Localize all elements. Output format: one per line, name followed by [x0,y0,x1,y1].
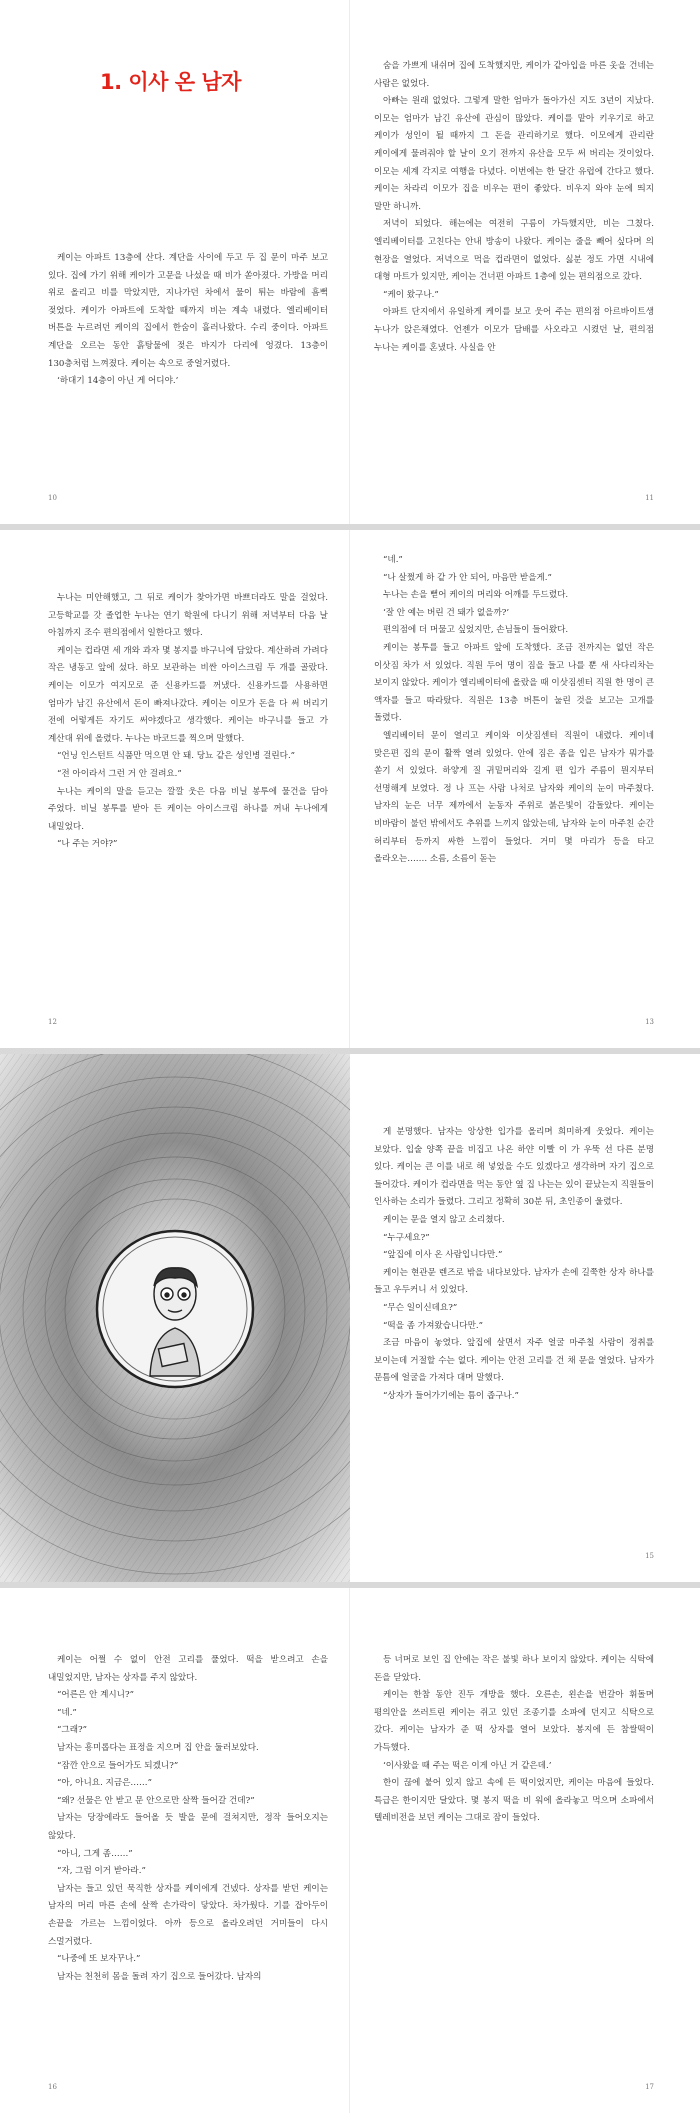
paragraph: ‘이사왔을 때 주는 떡은 이게 아닌 거 같은데.’ [383,1760,552,1771]
paragraph: “아니, 그게 좀……” [57,1848,133,1859]
paragraph: 한이 끊에 붙어 있지 않고 속에 든 떡이었지만, 케이는 마음에 들었다. 특급은 한이지만 달았다. 몇 봉지 떡을 비 워에 올라놓고 먹으며 소파에서 텔레비전을 보던 케이는 그대로 잠이 들었다. [374,1778,654,1824]
paragraph: ‘하대기 14층이 아닌 게 어디야.’ [57,376,179,387]
paragraph: “어른은 안 계시니?” [57,1690,134,1701]
page-11 [350,0,700,524]
page-text [48,590,328,854]
illustration-svg [0,1054,350,1582]
page-16 [0,1588,350,2113]
paragraph: “그래?” [57,1725,87,1736]
page-text [374,1124,654,1406]
paragraph: 엘리베이터 문이 열리고 케이와 이삿짐센터 직원이 내렸다. 케이네 맞은편 집의 문이 활짝 열려 있었다. 안에 짐은 좀을 입은 남자가 뭐가를 쏟기 서 있었다. 하얗게 질 귀밑머리와 길게 편 입가 주름이 뭔지부터 선명해게 보였다. 정 나 프는 사람 나처로 남자와 케이의 눈이 마주쳤다. 남자의 눈은 너무 제까에서 눈동자 주위로 붉은빛이 감돌았다. 케이는 비바람이 불던 밖에서도 추위를 느끼지 않았는데, 남자와 눈이 마주친 순간 허리부터 등까지 싸한 느낌이 들었다. 거미 몇 마리가 등을 타고 올라오는……. 소름, 소름이 돋는 [374,730,654,865]
page-17 [350,1588,700,2113]
chapter-title: 1. 이사 온 남자 [100,70,241,94]
paragraph: 케이는 한참 동안 진두 개방을 했다. 오른손, 왼손을 번갈아 휘돌며 평의안을 쓰러트린 케이는 쥐고 있던 조종기를 소파에 던지고 식탁으로 갔다. 케이는 남자가 준 떡 상자를 열어 보았다. 봉지에 든 참쌀떡이 가득했다. [374,1690,654,1753]
page-text [374,1652,654,1828]
paragraph: 케이는 아파트 13층에 산다. 계단을 사이에 두고 두 집 문이 마주 보고 있다. 집에 가기 위해 케이가 고문을 나섰을 때 비가 쏟아졌다. 가방을 머리 위로 올리고 비를 막았지만, 지나가던 차에서 물이 튀는 바람에 흠뻑 젖었다. 케이가 아파트에 도착할 때까지 비는 계속 내렸다. 엘리베이터 버튼을 누르려던 케이의 집에서 한숨이 흘러나왔다. 수리 중이다. 아파트 계단을 오르는 동안 흙탕물에 젖은 바지가 다리에 엉겼다. 13층이 130층처럼 느껴졌다. 케이는 속으로 중얼거렸다. [48,253,328,369]
page-text [374,552,654,869]
paragraph: 남자는 흥미롭다는 표정을 지으며 집 안을 둘러보았다. [57,1742,259,1753]
paragraph: 남자는 천천히 몸을 돌려 자기 집으로 들어갔다. 남자의 [57,1971,262,1982]
paragraph: 케이는 문을 열지 않고 소리쳤다. [383,1214,505,1225]
paragraph: “상자가 들어가기에는 틈이 좁구나.” [383,1390,519,1401]
paragraph: “나중에 또 보자꾸나.” [57,1954,141,1965]
page-text [48,250,328,391]
paragraph: “나 살쩠게 하 같 가 안 되어, 마음만 받을게.” [383,572,552,583]
page-13 [350,530,700,1048]
page-number: 15 [645,1552,654,1560]
page-text [48,1652,328,1986]
spread-3 [0,1054,700,1582]
spread-4 [0,1588,700,2113]
paragraph: “아, 아니요. 지금은……” [57,1778,153,1789]
paragraph: 아빠는 원래 없었다. 그렇게 말한 엄마가 돌아가신 지도 3년이 지났다. 이모는 엄마가 남긴 유산에 관심이 많았다. 케이를 맡아 키우기로 하고 케이가 성인이 될 때까지 그 돈을 관리하기로 했다. 이모에게 관리란 케이에게 물려줘야 할 날이 오기 전까지 유산을 모두 써 버리는 것이었다. 이모는 세계 각지로 여행을 다녔다. 이번에는 한 달간 유럽에 간다고 했다. 케이는 차라리 이모가 집을 비우는 편이 좋았다. 비우지 와야 눈에 띄지 말만 하니까. [374,96,654,212]
spread-1 [0,0,700,524]
paragraph: “나 주는 거야?” [57,839,118,850]
page-12 [0,530,350,1048]
spread-2 [0,530,700,1048]
page-number: 11 [645,494,654,502]
paragraph: “네.” [383,555,403,565]
paragraph: 케이는 봉투를 들고 아파트 앞에 도착했다. 조금 전까지는 없던 작은 이삿짐 차가 서 있었다. 직원 두어 명이 짐을 들고 나를 뿐 새 사다리차는 보이지 않았다. 케이가 엘리베이터에 올랐을 때 이삿짐센터 직원 한 명이 큰 액자를 들고 따라탔다. 직원은 13층 버튼이 눌린 것을 보고는 고개를 돌렸다. [374,642,654,724]
paragraph: 숨을 가쁘게 내쉬며 집에 도착했지만, 케이가 같아입을 마른 옷을 건네는 사람은 없었다. [374,61,654,89]
paragraph: 케이는 컵라면 세 개와 과자 몇 봉지를 바구니에 담았다. 계산하려 가려다 작은 냉동고 앞에 섰다. 하모 보관하는 비싼 아이스크림 두 개를 골랐다. 케이는 이모가 여지모로 준 신용카드를 꺼냈다. 신용카드를 사용하면 엄마가 남긴 유산에서 돈이 빠져나갔다. 케이는 이모가 돈을 다 써 버리기 전에 어렇게든 자기도 써야겠다고 생각했다. 케이는 바구니를 들고 가 계산대 위에 올렸다. 누나는 바코드를 찍으며 말했다. [48,645,328,744]
paragraph: 누나는 손을 뻗어 케이의 머리와 어깨를 두드렸다. [383,590,569,601]
paragraph: 남자는 당장에라도 들어올 듯 발을 문에 걸쳐지만, 정작 들어오지는 않았다. [48,1813,328,1841]
paragraph: 누나는 케이의 말을 듣고는 깔깔 웃은 다음 비닐 봉투에 물건을 담아 주었다. 비닐 봉투를 받아 든 케이는 아이스크림 하나를 꺼내 누나에게 내밀었다. [48,786,328,832]
paragraph: “누구세요?” [383,1232,430,1243]
paragraph: 남자는 들고 있던 묵직한 상자를 케이에게 건넸다. 상자를 받던 케이는 남자의 머리 마른 손에 살짝 손가락이 닿았다. 차가웠다. 기를 잡아두이 손끝을 가르는 느낌이었다. 아까 등으로 올라오려던 거미들이 다시 스멀거렸다. [48,1883,328,1947]
paragraph: “왜? 선물은 안 받고 문 안으로만 살짝 들어갈 건데?” [57,1795,255,1806]
page-number: 12 [48,1018,57,1026]
page-10 [0,0,350,524]
paragraph: 등 너머로 보인 집 안에는 작은 불빛 하나 보이지 않았다. 케이는 식탁에 돈을 닫았다. [374,1655,654,1683]
paragraph: “무슨 일이신데요?” [383,1302,458,1313]
paragraph: “떡을 좀 가져왔습니다만.” [383,1320,483,1331]
paragraph: “케이 왔구나.” [383,289,439,300]
paragraph: 저녁이 되었다. 해는에는 여전히 구름이 가득했지만, 비는 그쳤다. 엘리베이터를 고친다는 안내 방송이 나왔다. 케이는 줄을 빼어 싶다며 의 현장을 열었다. 저녁으로 먹을 컵라면이 없었다. 싫분 정도 가면 시내에 대형 마트가 있지만, 케이는 건너편 아파트 1층에 있는 편의점으로 갔다. [374,219,654,283]
paragraph: 게 분명했다. 남자는 앙상한 입가를 올리며 희미하게 웃었다. 케이는 보았다. 입술 양쪽 끝을 비집고 나온 하얀 이빨 이 가 우뚝 선 다른 분명 있다. 케이는 큰 이를 내로 해 넣었을 수도 있겠다고 생각하며 자기 집으로 들어갔다. 케이가 컵라면을 먹는 동안 옆 집 나는는 있이 끝났는지 직원들이 인사하는 소리가 들렸다. 그리고 정확히 30분 뒤, 초인종이 울렸다. [374,1127,654,1208]
paragraph: “언닝 인스턴트 식품만 먹으면 안 돼. 당뇨 같은 성인병 걸린다.” [57,751,296,762]
paragraph: “잠깐 안으로 들어가도 되겠니?” [57,1760,179,1771]
page-number: 17 [645,2083,654,2091]
paragraph: “자, 그럼 이거 받아라.” [57,1866,146,1877]
boy-in-manhole-illustration [0,1054,350,1582]
paragraph: “앞집에 이사 온 사람입니다만.” [383,1250,503,1261]
page-15 [350,1054,700,1582]
page-text [374,58,654,357]
paragraph: 누나는 미안해했고, 그 뒤로 케이가 찾아가면 바쁘더라도 말을 걸었다. 고등학교를 갓 졸업한 누나는 연기 학원에 다니기 위해 저녁부터 다음 날 아침까지 조수 편의점에서 일한다고 했다. [48,593,328,639]
paragraph: 케이는 어쩔 수 없이 안전 고리를 풀었다. 떡을 받으려고 손을 내밀었지만, 남자는 상자를 주지 않았다. [48,1655,328,1683]
paragraph: 조금 마음이 놓였다. 앞집에 살면서 자주 얼굴 마주칠 사람이 정취를 보이는데 거절할 수는 없다. 케이는 안전 고리를 건 채 문을 열었다. 남자가 문틈에 얼굴을 가져다 대며 말했다. [374,1338,654,1384]
paragraph: 케이는 현관문 렌즈로 밖을 내다보았다. 남자가 손에 길쭉한 상자 하나를 들고 우두커니 서 있었다. [374,1267,654,1296]
paragraph: 편의점에 더 머물고 싶었지만, 손님들이 들어왔다. [383,625,569,636]
paragraph: ‘잘 안 예는 버린 건 돼가 없을까?’ [383,607,510,618]
page-number: 10 [48,494,57,502]
paragraph: “네.” [57,1707,77,1718]
page-number: 13 [645,1018,654,1026]
page-number: 16 [48,2083,57,2091]
paragraph: 아파트 단지에서 유일하게 케이를 보고 웃어 주는 편의점 아르바이트생 누나가 앉은채였다. 언젠가 이모가 담배를 사오라고 시켰던 날, 편의점 누나는 케이를 혼냈다. 사실을 안 [374,307,654,353]
paragraph: “전 아이라서 그런 거 안 걸려요.” [57,768,182,779]
